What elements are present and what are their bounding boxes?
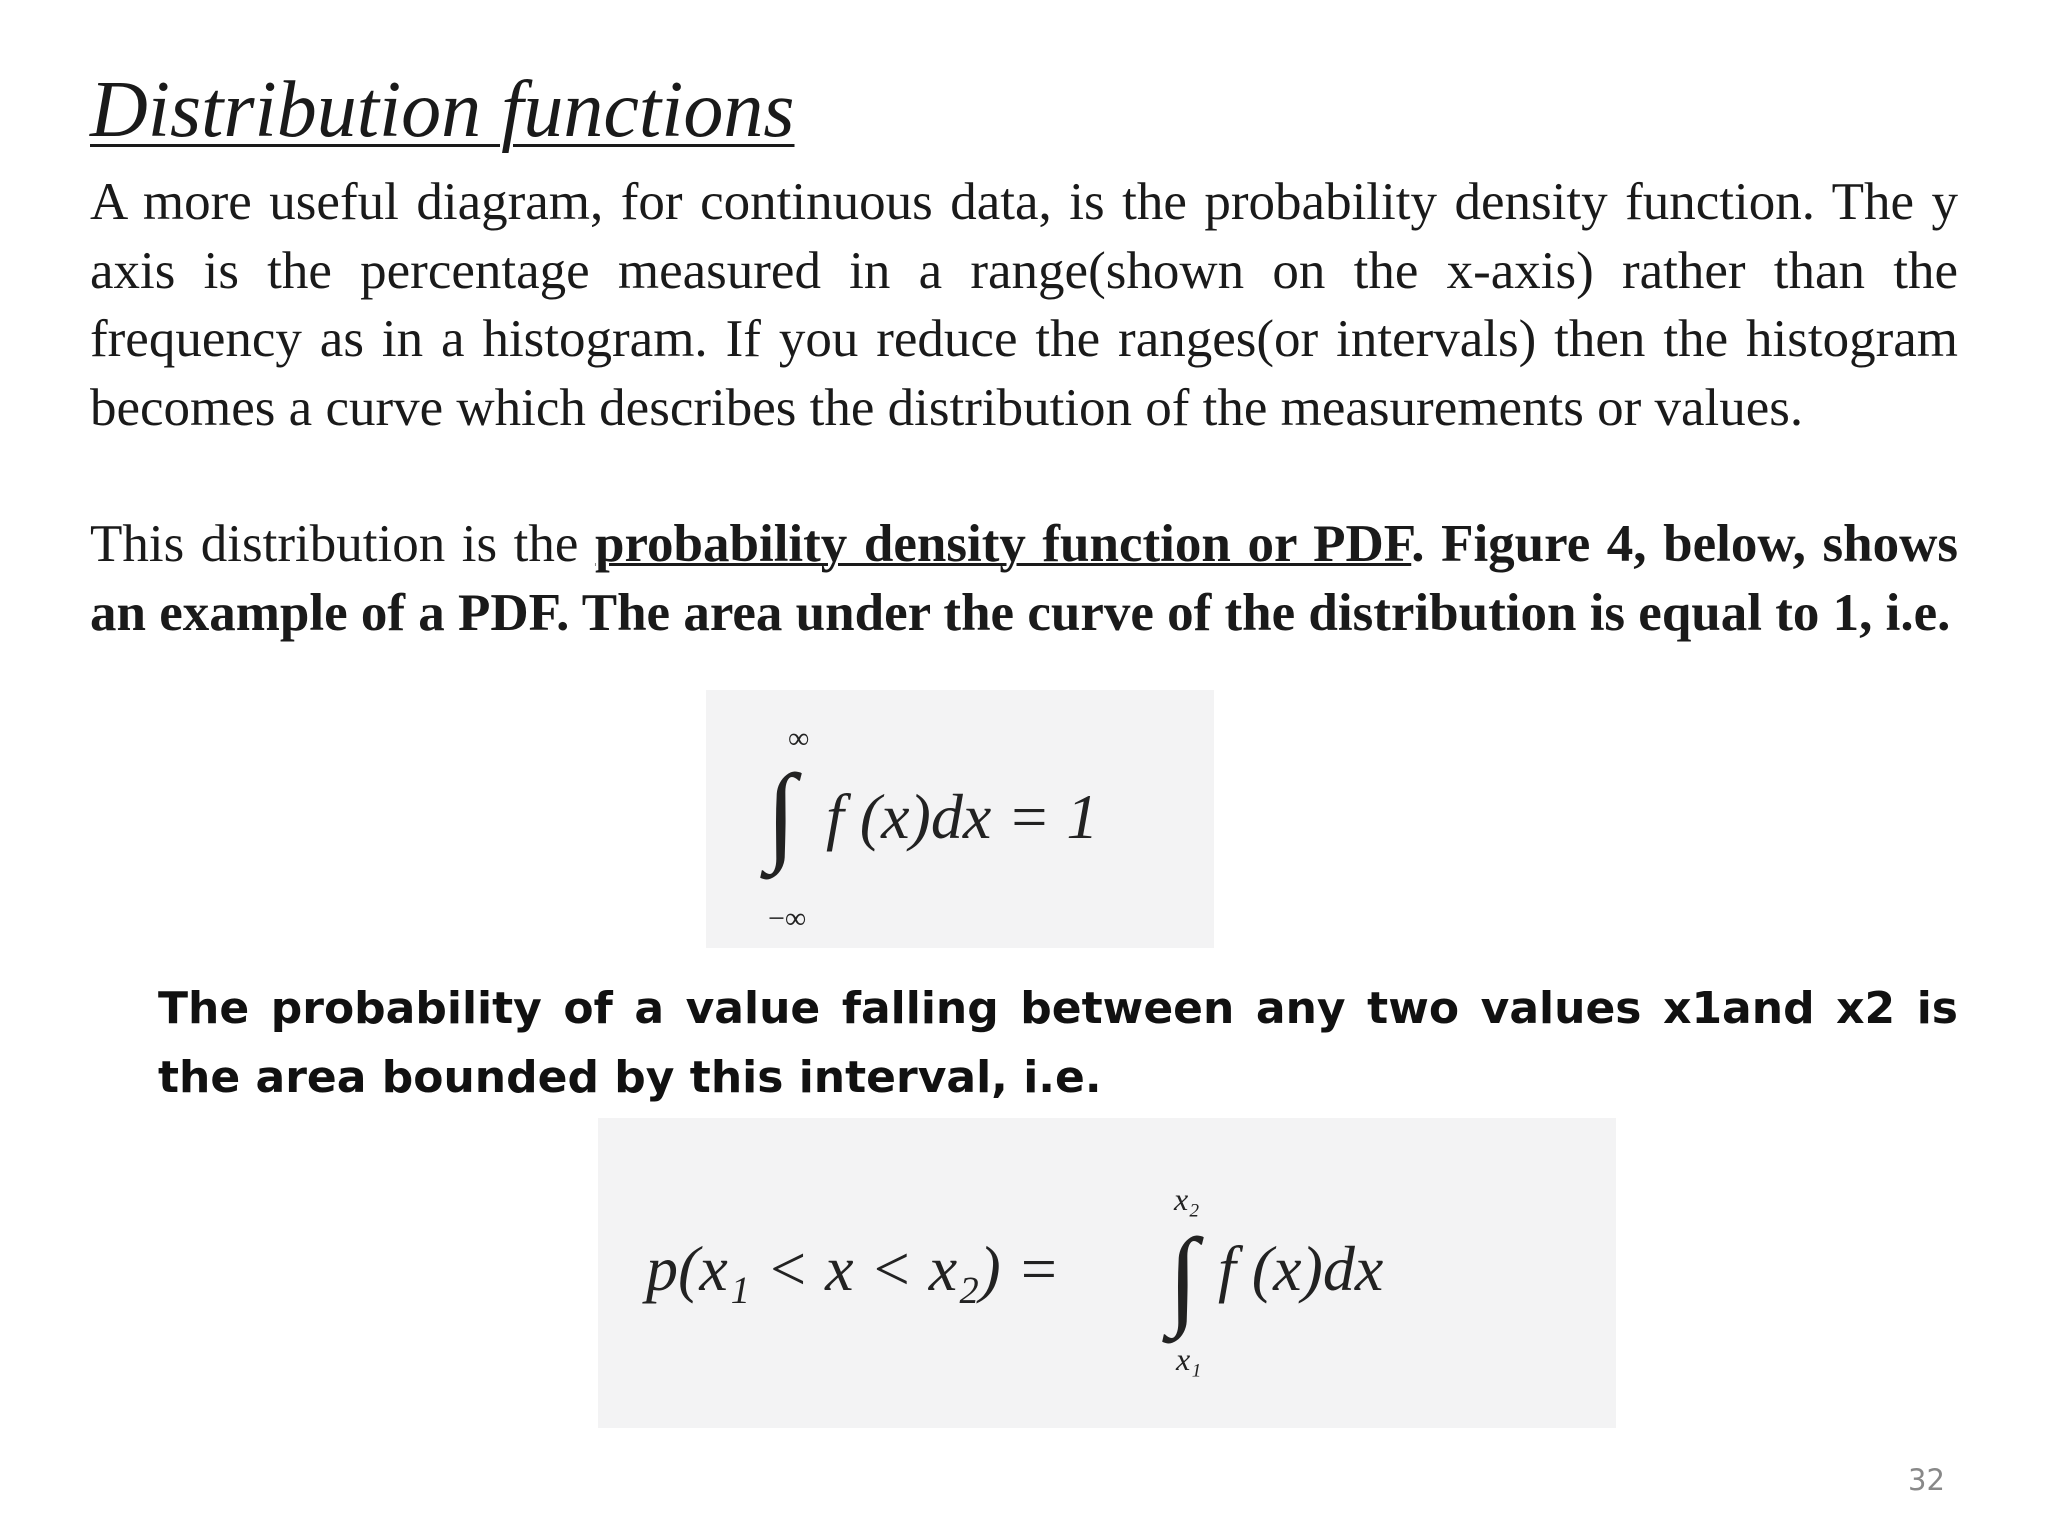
formula1-integrand: f (x)dx = 1 [826,781,1099,852]
integral-sign: ∫ [1168,1216,1199,1338]
integral-sign: ∫ [766,752,797,874]
interval-probability-formula [598,1118,1616,1428]
formula1-lower-limit: −∞ [768,902,807,935]
paragraph-interval-probability: The probability of a value falling between any two values x1and x2 is the area bounded by this interval, i.e. [158,983,1958,1103]
page-number: 32 [1908,1463,1945,1497]
formula2-lhs: p(x₁ < x < x₂) = [646,1233,1060,1304]
paragraph-suffix: . Figure 4, below, shows an example of a PDF. The area under the curve of the distribution is equal to 1, i.e. [90,515,1958,642]
pdf-term: probability density function or PDF [594,515,1412,573]
formula2-upper-limit: x₂ [1174,1181,1200,1217]
normalization-formula [706,690,1214,948]
paragraph-pdf-intro: A more useful diagram, for continuous data, is the probability density function. The y axis is the percentage measured in a range(shown on the x-axis) rather than the frequency as in a histogram. If you reduce the ranges(or intervals) then the histogram becomes a curve which describes the distribution of the measurements or values. [90,173,1958,437]
slide-title: Distribution functions [90,66,795,154]
formula2-lower-limit: x₁ [1176,1341,1202,1377]
paragraph-pdf-definition [90,510,1958,647]
paragraph-prefix: This distribution is the [90,515,595,573]
formula2-integrand: f (x)dx [1218,1233,1384,1304]
formula1-upper-limit: ∞ [788,722,810,755]
